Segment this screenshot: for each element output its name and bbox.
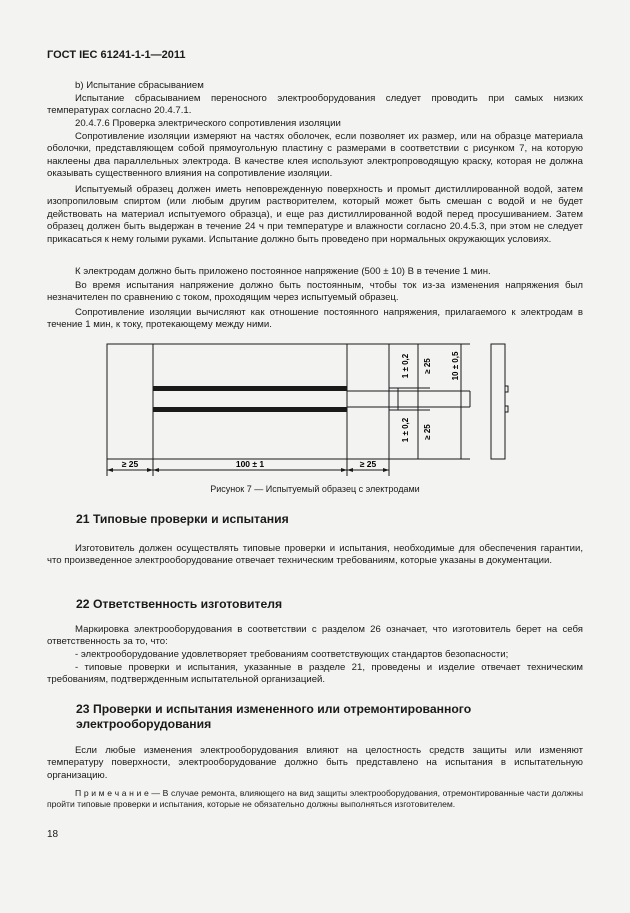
section-22-item-1: - электрооборудование удовлетворяет требованиям соответствующих стандартов безопасности; — [75, 649, 509, 660]
electrode-lower — [153, 407, 347, 412]
section-22-item-2: - типовые проверки и испытания, указанные в разделе 21, проведены и изделие отвечает техническим требованиям, подтвержденным испытательной организацией. — [47, 662, 583, 686]
figure-caption: Рисунок 7 — Испытуемый образец с электродами — [210, 484, 420, 494]
dim-bottom-margin-label: ≥ 25 — [423, 424, 432, 440]
dim-top-margin-label: ≥ 25 — [423, 358, 432, 374]
section-22-heading: 22 Ответственность изготовителя — [76, 597, 283, 611]
paragraph-insulation-measure: Сопротивление изоляции измеряют на частях оболочек, если позволяет их размер, или на образце материала оболочки, представляющем собой прямоугольную пластину с размерами в соответствии с рисунком 7, на которую наклеены два параллельных электрода. В качестве клея используют электропроводящую краску, которая не должна оказывать существенного влияния на сопротивление изоляции. — [47, 131, 583, 180]
electrode-upper — [153, 386, 347, 391]
specimen-figure — [0, 336, 630, 481]
section-23-text: Если любые изменения электрооборудования влияют на целостность средств защиты или изменяют температуру поверхности, электрооборудование должно быть представлено на испытания в испытательную организацию. — [47, 745, 583, 781]
paragraph-clause-title: 20.4.7.6 Проверка электрического сопротивления изоляции — [75, 118, 341, 129]
paragraph-sample-preparation: Испытуемый образец должен иметь неповрежденную поверхность и промыт дистиллированной водой, затем изопропиловым спиртом (или любым другим растворителем, который может быть смешан с водой и не будет действовать на материал испытуемого образца), и еще раз дистиллированной водой перед просушиванием. Затем образец должен быть выдержан в течение 24 ч при температуре и влажности согласно 20.4.5.3, при этом не следует прикасаться к нему голыми руками. Испытание должно быть проведено при нормальных окружающих условиях. — [47, 184, 583, 245]
section-21-text: Изготовитель должен осуществлять типовые проверки и испытания, необходимые для обеспечения гарантии, что произведенное электрооборудование отвечает техническим требованиям, которые указаны в документации. — [47, 543, 583, 567]
paragraph-drop-test: Испытание сбрасыванием переносного электрооборудования следует проводить при самых низких температурах согласно 20.4.7.1. — [47, 93, 583, 117]
dim-left-label: ≥ 25 — [121, 459, 139, 469]
page-number: 18 — [47, 829, 59, 840]
section-22-text: Маркировка электрооборудования в соответствии с разделом 26 означает, что изготовитель берет на себя ответственность за то, что: — [47, 624, 583, 648]
document-header: ГОСТ IEC 61241-1-1—2011 — [47, 49, 186, 61]
paragraph-drop-test-title: b) Испытание сбрасыванием — [75, 80, 204, 91]
section-23-note: П р и м е ч а н и е — В случае ремонта, влияющего на вид защиты электрооборудования, отремонтированные части должны пройти типовые проверки и испытания, которые не обязательно должны выполняться изготовителем. — [47, 788, 583, 809]
paragraph-voltage: К электродам должно быть приложено постоянное напряжение (500 ± 10) В в течение 1 мин. — [75, 266, 491, 277]
dim-gap-label: 10 ± 0,5 — [451, 351, 460, 381]
section-23-heading: 23 Проверки и испытания измененного или отремонтированного электрооборудования — [76, 702, 472, 731]
section-21-heading: 21 Типовые проверки и испытания — [76, 512, 289, 526]
dim-center-label: 100 ± 1 — [235, 459, 265, 469]
dim-top-thickness-label: 1 ± 0,2 — [401, 353, 410, 379]
dim-bottom-thickness-label: 1 ± 0,2 — [401, 417, 410, 443]
dim-right-label: ≥ 25 — [359, 459, 377, 469]
paragraph-resistance-calc: Сопротивление изоляции вычисляют как отношение постоянного напряжения, прилагаемого к электродам в течение 1 мин, к току, протекающему между ними. — [47, 307, 583, 331]
paragraph-constant-voltage: Во время испытания напряжение должно быть постоянным, чтобы ток из-за изменения напряжения был незначителен по сравнению с током, проходящим через испытуемый образец. — [47, 280, 583, 304]
specimen-side-view — [491, 344, 505, 459]
